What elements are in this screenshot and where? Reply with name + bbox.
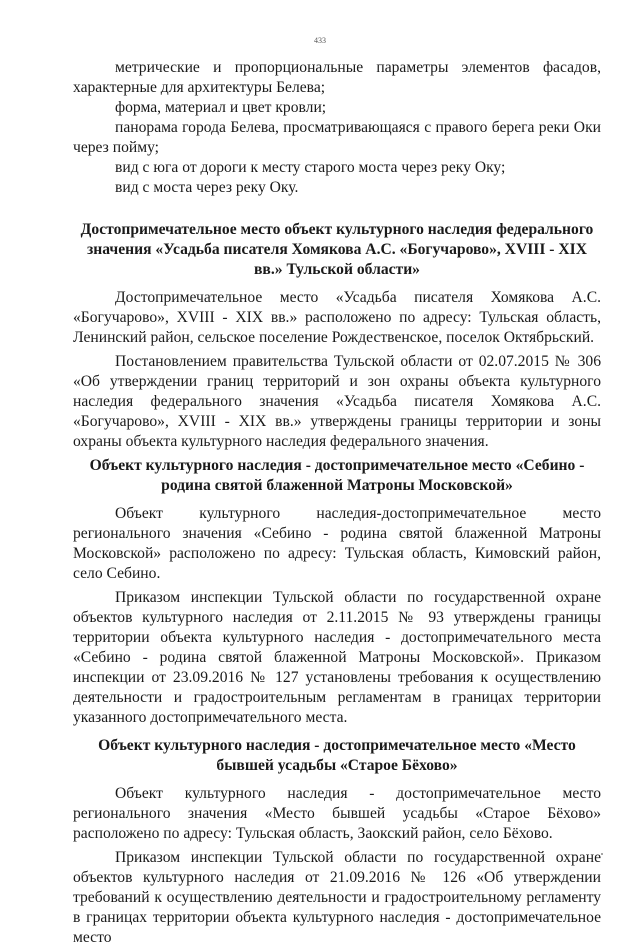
intro-line-4: вид с юга от дороги к месту старого моста через реку Оку; — [115, 159, 506, 176]
section-heading-behovo: Объект культурного наследия - достопримечательное место «Место бывшей усадьбы «Старое Бёхово» — [98, 737, 576, 774]
scan-speck — [601, 853, 603, 855]
section-heading-sebino: Объект культурного наследия - достопримечательное место «Себино - родина святой блаженной Матроны Московской» — [89, 457, 585, 494]
intro-line-1-continuation: характерные для архитектуры Белева; — [73, 79, 326, 96]
section-paragraph: Постановлением правительства Тульской области от 02.07.2015 № 306 «Об утверждении границ территорий и зон охраны объекта культурного наследия федерального значения «Усадьба писателя Хомякова А.С. «Богучарово», XVIII - XIX вв.» утверждены границы территории и зоны охраны объекта культурного наследия федерального значения. — [73, 353, 601, 450]
intro-line-5: вид с моста через реку Оку. — [115, 179, 299, 196]
section-paragraph: Объект культурного наследия-достопримечательное место регионального значения «Себино - родина святой блаженной Матроны Московской» расположено по адресу: Тульская область, Кимовский район, село Себино. — [73, 505, 601, 582]
document-body — [73, 58, 601, 948]
section-paragraph: Приказом инспекции Тульской области по государственной охране объектов культурного наследия от 21.09.2016 № 126 «Об утверждении требований к осуществлению деятельности и градостроительному регламенту в границах территории объекта культурного наследия - достопримечательное место — [73, 849, 601, 946]
section-paragraph: Достопримечательное место «Усадьба писателя Хомякова А.С. «Богучарово», XVIII - XIX вв.» расположено по адресу: Тульская область, Ленинский район, сельское поселение Рождественское, поселок Октябрьский. — [73, 289, 601, 346]
section-paragraph: Приказом инспекции Тульской области по государственной охране объектов культурного наследия от 2.11.2015 № 93 утверждены границы территории объекта культурного наследия - достопримечательного места «Себино - родина святой блаженной Матроны Московской». Приказом инспекции от 23.09.2016 № 127 установлены требования к осуществлению деятельности и градостроительным регламентам в границах территории указанного достопримечательного места. — [73, 589, 601, 726]
section-paragraph: Объект культурного наследия - достопримечательное место регионального значения «Место бывшей усадьбы «Старое Бёхово» расположено по адресу: Тульская область, Заокский район, село Бёхово. — [73, 785, 601, 842]
page-number: 433 — [314, 36, 326, 45]
intro-line-2: форма, материал и цвет кровли; — [115, 99, 327, 116]
intro-line-1: метрические и пропорциональные параметры элементов фасадов, — [115, 59, 601, 76]
section-heading-boguharovo: Достопримечательное место объект культурного наследия федерального значения «Усадьба писателя Хомякова А.С. «Богучарово», XVIII - XIX вв.» Тульской области» — [80, 221, 594, 278]
intro-line-3: панорама города Белева, просматривающаяся с правого берега реки Оки через пойму; — [73, 119, 601, 156]
